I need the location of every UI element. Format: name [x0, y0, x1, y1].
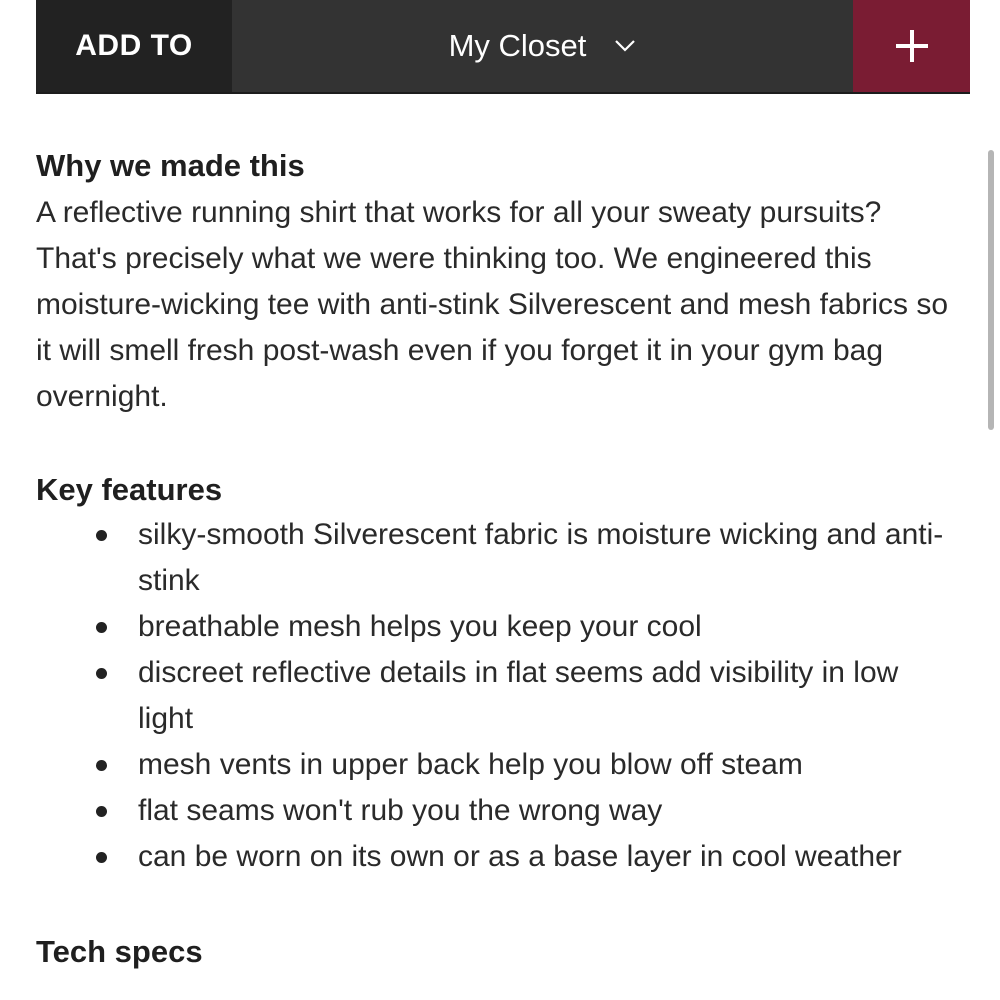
add-to-label: ADD TO — [36, 0, 232, 92]
chevron-down-icon — [614, 39, 636, 53]
add-to-bar — [36, 0, 970, 94]
bullet-icon — [96, 760, 107, 771]
feature-text: mesh vents in upper back help you blow off steam — [138, 748, 803, 781]
bullet-icon — [96, 668, 107, 679]
feature-text: can be worn on its own or as a base layer in cool weather — [138, 840, 902, 873]
tech-specs-heading: Tech specs — [36, 934, 203, 969]
bullet-icon — [96, 530, 107, 541]
product-details — [36, 144, 951, 974]
closet-select-dropdown[interactable] — [232, 0, 853, 92]
plus-icon — [893, 27, 931, 65]
feature-text: silky-smooth Silverescent fabric is moisture wicking and anti-stink — [138, 518, 944, 597]
feature-text: discreet reflective details in flat seems add visibility in low light — [138, 656, 899, 735]
bullet-icon — [96, 852, 107, 863]
why-we-made-this-heading: Why we made this — [36, 148, 305, 183]
key-features-list — [36, 512, 951, 880]
feature-item — [138, 512, 951, 604]
feature-text: breathable mesh helps you keep your cool — [138, 610, 702, 643]
bullet-icon — [96, 806, 107, 817]
feature-text: flat seams won't rub you the wrong way — [138, 794, 663, 827]
closet-select-value: My Closet — [448, 28, 587, 63]
feature-item — [138, 650, 951, 742]
why-we-made-this-text: A reflective running shirt that works for all your sweaty pursuits? That's precisely what we were thinking too. We engineered this moisture-wicking tee with anti-stink Silverescent and mesh fabrics so it will smell fresh post-wash even if you forget it in your gym bag overnight. — [36, 196, 949, 413]
feature-item — [138, 788, 951, 834]
add-to-closet-button[interactable] — [853, 0, 970, 92]
feature-item — [138, 742, 951, 788]
bullet-icon — [96, 622, 107, 633]
key-features-heading: Key features — [36, 472, 223, 507]
scrollbar-thumb[interactable] — [988, 150, 994, 430]
feature-item — [138, 834, 951, 880]
feature-item — [138, 604, 951, 650]
